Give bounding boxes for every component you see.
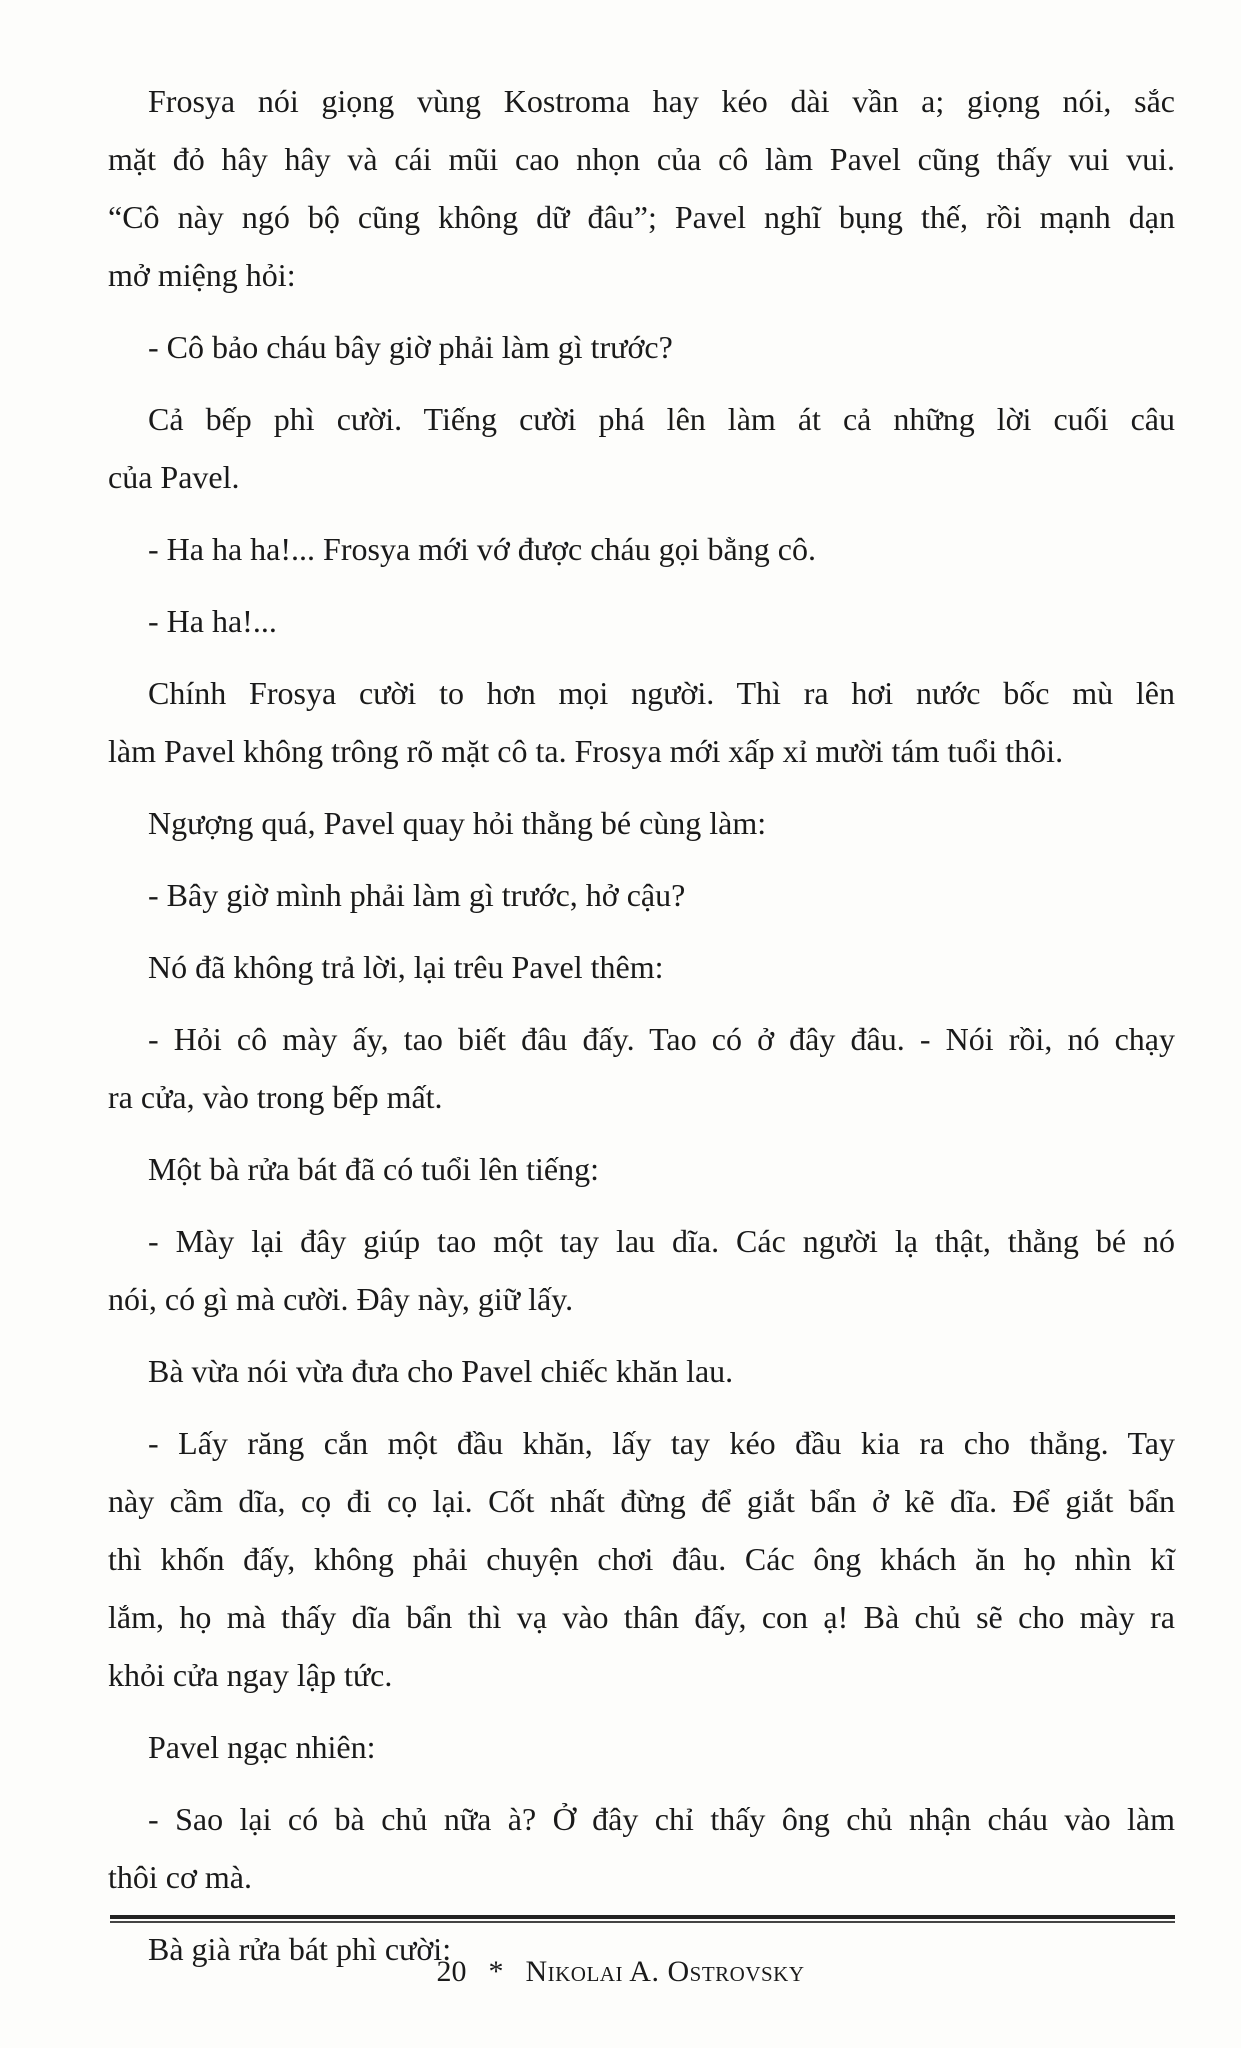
paragraph [108, 1212, 1175, 1328]
text-line: - Bây giờ mình phải làm gì trước, hở cậu? [148, 877, 686, 913]
paragraph [108, 938, 1175, 996]
text-line: Bà vừa nói vừa đưa cho Pavel chiếc khăn lau. [148, 1353, 734, 1389]
paragraph [108, 318, 1175, 376]
paragraph [108, 1010, 1175, 1126]
paragraph [108, 1718, 1175, 1776]
text-line: “Cô này ngó bộ cũng không dữ đâu”; Pavel nghĩ bụng thế, rồi mạnh dạn [108, 199, 1175, 235]
text-line: thì khốn đấy, không phải chuyện chơi đâu. Các ông khách ăn họ nhìn kĩ [108, 1541, 1175, 1577]
text-line: của Pavel. [108, 459, 240, 495]
footer-separator: * [488, 1955, 504, 1988]
text-line: mặt đỏ hây hây và cái mũi cao nhọn của cô làm Pavel cũng thấy vui vui. [108, 141, 1175, 177]
footer-rule-thin [110, 1921, 1175, 1923]
text-line: Ngượng quá, Pavel quay hỏi thằng bé cùng làm: [148, 805, 767, 841]
text-line: này cầm dĩa, cọ đi cọ lại. Cốt nhất đừng để giắt bẩn ở kẽ dĩa. Để giắt bẩn [108, 1483, 1175, 1519]
text-line: - Sao lại có bà chủ nữa à? Ở đây chỉ thấy ông chủ nhận cháu vào làm [148, 1801, 1175, 1837]
text-line: Pavel ngạc nhiên: [148, 1729, 376, 1765]
text-line: - Lấy răng cắn một đầu khăn, lấy tay kéo đầu kia ra cho thẳng. Tay [148, 1425, 1175, 1461]
text-line: - Hỏi cô mày ấy, tao biết đâu đấy. Tao có ở đây đâu. - Nói rồi, nó chạy [148, 1021, 1175, 1057]
paragraph [108, 794, 1175, 852]
text-line: mở miệng hỏi: [108, 257, 296, 293]
paragraph [108, 1140, 1175, 1198]
author-name: Nikolai A. Ostrovsky [525, 1955, 805, 1988]
paragraph [108, 390, 1175, 506]
text-line: nói, có gì mà cười. Đây này, giữ lấy. [108, 1281, 574, 1317]
page-number: 20 [436, 1955, 467, 1988]
text-line: ra cửa, vào trong bếp mất. [108, 1079, 443, 1115]
page-footer [0, 1955, 1241, 1989]
text-line: - Ha ha ha!... Frosya mới vớ được cháu gọi bằng cô. [148, 531, 816, 567]
text-line: khỏi cửa ngay lập tức. [108, 1657, 393, 1693]
text-line: làm Pavel không trông rõ mặt cô ta. Frosya mới xấp xỉ mười tám tuổi thôi. [108, 733, 1064, 769]
text-line: lắm, họ mà thấy dĩa bẩn thì vạ vào thân đấy, con ạ! Bà chủ sẽ cho mày ra [108, 1599, 1175, 1635]
paragraph [108, 72, 1175, 304]
paragraph [108, 866, 1175, 924]
paragraph [108, 1342, 1175, 1400]
text-line: Chính Frosya cười to hơn mọi người. Thì ra hơi nước bốc mù lên [148, 675, 1175, 711]
paragraph [108, 592, 1175, 650]
paragraph [108, 1790, 1175, 1906]
paragraph [108, 520, 1175, 578]
text-line: Nó đã không trả lời, lại trêu Pavel thêm: [148, 949, 664, 985]
footer-rule [110, 1915, 1175, 1919]
paragraph [108, 664, 1175, 780]
text-line: Cả bếp phì cười. Tiếng cười phá lên làm át cả những lời cuối câu [148, 401, 1175, 437]
text-line: - Ha ha!... [148, 603, 277, 639]
text-line: thôi cơ mà. [108, 1859, 252, 1895]
text-line: Bà già rửa bát phì cười: [148, 1931, 452, 1967]
page-body [108, 72, 1175, 1992]
text-line: Frosya nói giọng vùng Kostroma hay kéo dài vần a; giọng nói, sắc [148, 83, 1175, 119]
text-line: Một bà rửa bát đã có tuổi lên tiếng: [148, 1151, 599, 1187]
text-line: - Mày lại đây giúp tao một tay lau dĩa. Các người lạ thật, thằng bé nó [148, 1223, 1175, 1259]
paragraph [108, 1414, 1175, 1704]
text-line: - Cô bảo cháu bây giờ phải làm gì trước? [148, 329, 673, 365]
